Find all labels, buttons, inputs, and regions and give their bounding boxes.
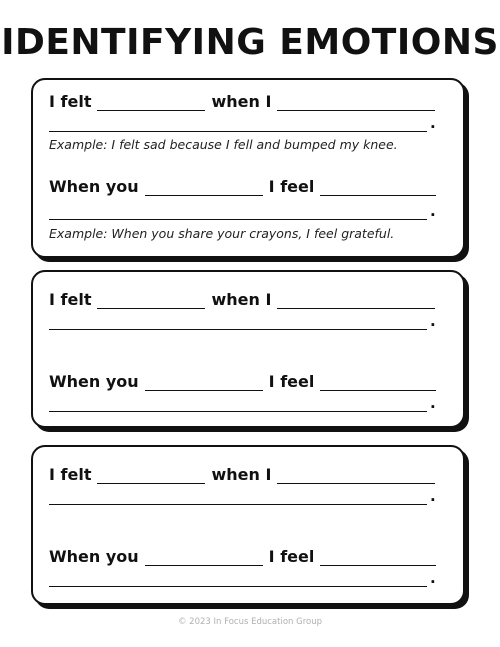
full-line-blank[interactable] <box>49 328 427 330</box>
when-you-label: When you <box>49 547 139 566</box>
i-felt-blank[interactable] <box>97 294 205 309</box>
when-i-blank[interactable] <box>277 96 435 111</box>
i-feel-label: I feel <box>268 547 315 566</box>
when-i-label: when I <box>211 92 272 111</box>
when-i-blank[interactable] <box>277 469 435 484</box>
example-text: Example: When you share your crayons, I feel grateful. <box>49 226 395 241</box>
full-line-blank[interactable] <box>49 218 427 220</box>
page-title: IDENTIFYING EMOTIONS <box>1 22 499 63</box>
emotion-card-1 <box>31 78 465 258</box>
period-mark: . <box>430 569 436 587</box>
copyright-footer: © 2023 In Focus Education Group <box>177 617 322 627</box>
example-text: Example: I felt sad because I fell and bumped my knee. <box>49 137 398 152</box>
when-you-blank[interactable] <box>145 376 263 391</box>
period-mark: . <box>430 394 436 412</box>
i-feel-blank[interactable] <box>320 551 436 566</box>
period-mark: . <box>430 312 436 330</box>
i-feel-label: I feel <box>268 177 315 196</box>
i-felt-label: I felt <box>49 465 92 484</box>
period-mark: . <box>430 487 436 505</box>
i-feel-blank[interactable] <box>320 376 436 391</box>
when-you-label: When you <box>49 177 139 196</box>
when-you-label: When you <box>49 372 139 391</box>
full-line-blank[interactable] <box>49 585 427 587</box>
i-felt-blank[interactable] <box>97 469 205 484</box>
when-i-label: when I <box>211 465 272 484</box>
when-i-label: when I <box>211 290 272 309</box>
i-feel-label: I feel <box>268 372 315 391</box>
period-mark: . <box>430 202 436 220</box>
when-you-blank[interactable] <box>145 181 263 196</box>
i-felt-blank[interactable] <box>97 96 205 111</box>
when-you-blank[interactable] <box>145 551 263 566</box>
full-line-blank[interactable] <box>49 503 427 505</box>
i-felt-label: I felt <box>49 92 92 111</box>
when-i-blank[interactable] <box>277 294 435 309</box>
emotion-card-2 <box>31 270 465 428</box>
i-felt-label: I felt <box>49 290 92 309</box>
period-mark: . <box>430 114 436 132</box>
full-line-blank[interactable] <box>49 410 427 412</box>
i-feel-blank[interactable] <box>320 181 436 196</box>
emotion-card-3 <box>31 445 465 605</box>
full-line-blank[interactable] <box>49 130 427 132</box>
